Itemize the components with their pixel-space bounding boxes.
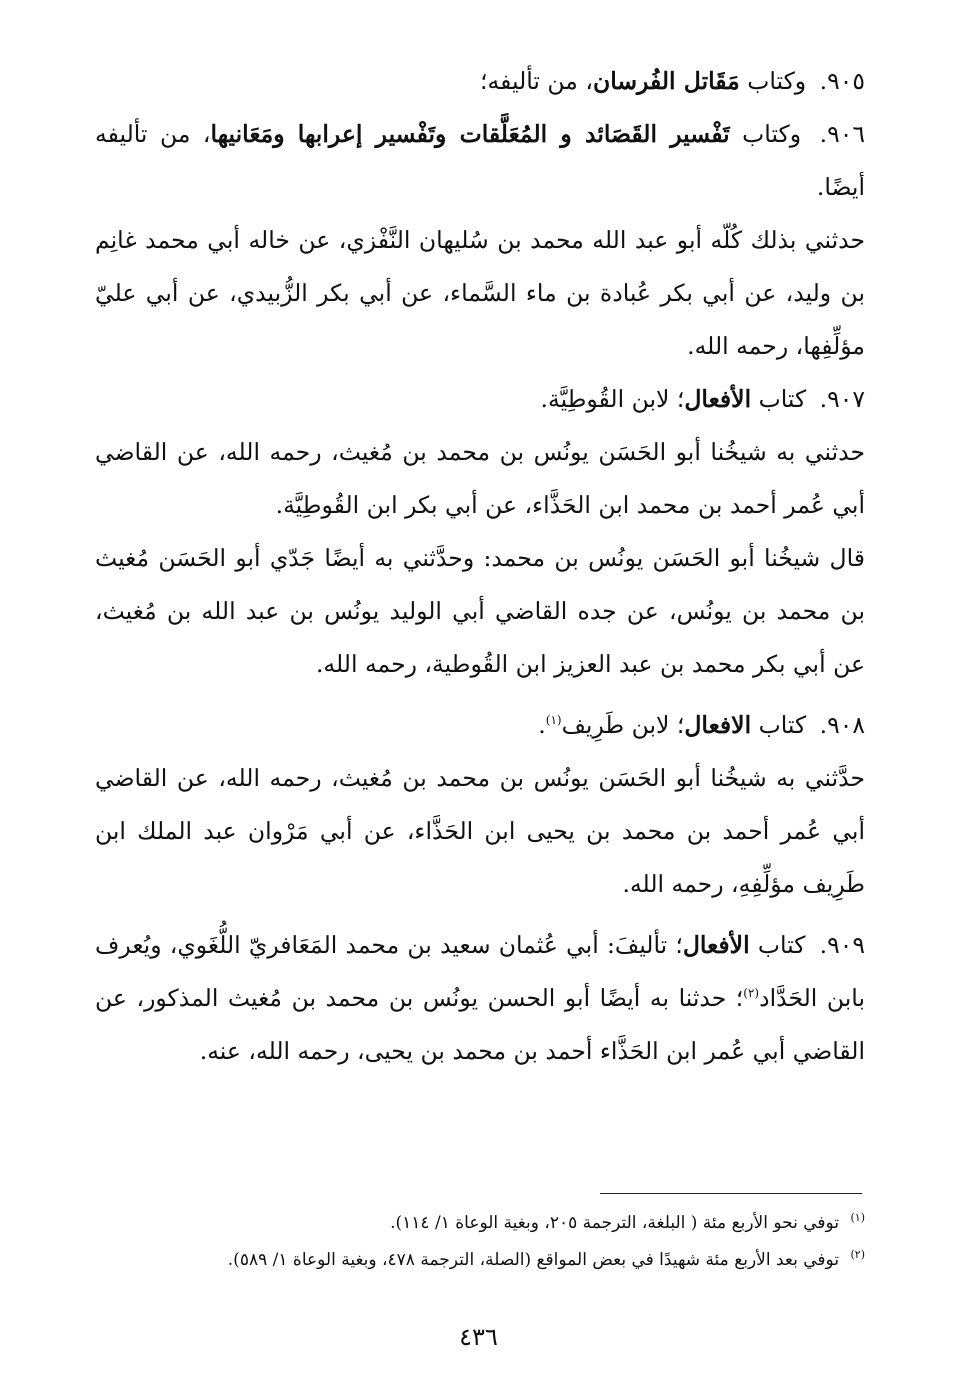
book-title: الأفعال (684, 385, 752, 413)
entry-number: ٩٠٨. (819, 711, 865, 739)
footnote-divider (600, 1193, 862, 1194)
entry-prefix: كتاب (758, 711, 807, 739)
entry-number: ٩٠٩. (819, 931, 865, 959)
footnote-1 (95, 1205, 865, 1242)
entry-prefix: وكتاب (747, 67, 807, 95)
entry-number: ٩٠٦. (819, 120, 865, 148)
chain-paragraph-2: حدثني به شيخُنا أبو الحَسَن يونُس بن محمد بن مُغيث، رحمه الله، عن القاضي أبي عُمر أحمد بن محمد ابن الحَذَّاء، عن أبي بكر ابن القُوطِيَّة. (95, 438, 865, 519)
entry-suffix: ، من تأليفه أيضًا. (95, 120, 865, 201)
entry-suffix: ؛ تأليفَ: أبي عُثمان سعيد بن محمد المَعَافريّ اللُّغَوي، ويُعرف بابن الحَدَّاد (95, 931, 866, 1012)
footnote-2 (95, 1242, 865, 1279)
footnotes (95, 1205, 865, 1279)
entry-prefix: وكتاب (742, 120, 802, 148)
entry-suffix: ؛ لابن طَرِيف (561, 711, 685, 739)
footnote-text: توفي بعد الأربع مئة شهيدًا في بعض المواقع (الصلة، الترجمة ٤٧٨، وبغية الوعاة ١/ ٥٨٩). (227, 1250, 840, 1270)
footnote-mark: (٢) (850, 1248, 865, 1262)
entry-905 (95, 55, 865, 108)
entry-end: . (538, 711, 546, 739)
entry-number: ٩٠٧. (819, 385, 865, 413)
entry-prefix: كتاب (757, 931, 806, 959)
book-title: مَقَاتل الفُرسان (592, 67, 740, 95)
footnote-ref-2[interactable]: (٢) (743, 986, 760, 1001)
footnote-ref-1[interactable]: (١) (545, 713, 562, 728)
entry-908 (95, 699, 865, 752)
chain-paragraph-1: حدثني بذلك كُلّه أبو عبد الله محمد بن سُليهان النَّفْزي، عن خاله أبي محمد غانِم بن وليد، عن أبي بكر عُبادة بن ماء السَّماء، عن أبي بكر الزُّبيدي، عن أبي عليّ مؤلِّفِها، رحمه الله. (95, 226, 865, 360)
main-text (95, 55, 865, 1078)
entry-907 (95, 373, 865, 426)
entry-909 (95, 919, 865, 1078)
footnote-mark: (١) (850, 1211, 865, 1225)
entry-rest: ؛ حدثنا به أيضًا أبو الحسن يونُس بن محمد بن مُغيث المذكور، عن القاضي أبي عُمر ابن الحَذَّاء أحمد بن محمد بن يحيى، رحمه الله، عنه. (95, 984, 865, 1065)
page-number: ٤٣٦ (459, 1323, 498, 1351)
book-title: تَفْسير القَصَائد و المُعَلَّقات وتَفْسير إعرابها ومَعَانيها (210, 120, 730, 148)
chain-paragraph-3: قال شيخُنا أبو الحَسَن يونُس بن محمد: وحدَّثني به أيضًا جَدّي أبو الحَسَن مُغيث بن محمد بن يونُس، عن جده القاضي أبي الوليد يونُس بن عبد الله بن مُغيث، عن أبي بكر محمد بن عبد العزيز ابن القُوطية، رحمه الله. (95, 544, 865, 678)
chain-paragraph-4: حدَّثني به شيخُنا أبو الحَسَن يونُس بن محمد بن مُغيث، رحمه الله، عن القاضي أبي عُمر أحمد بن محمد بن يحيى ابن الحَذَّاء، عن أبي مَرْوان عبد الملك ابن طَرِيف مؤلِّفِهِ، رحمه الله. (95, 764, 865, 898)
entry-suffix: ؛ لابن القُوطِيَّة. (540, 385, 685, 413)
entry-prefix: كتاب (758, 385, 807, 413)
book-title: الافعال (684, 711, 752, 739)
entry-906 (95, 108, 865, 214)
entry-number: ٩٠٥. (819, 67, 865, 95)
entry-suffix: ، من تأليفه؛ (480, 67, 593, 95)
book-title: الأفعال (682, 931, 750, 959)
footnote-text: توفي نحو الأربع مئة ( البلغة، الترجمة ٢٠٥، وبغية الوعاة ١/ ١١٤). (390, 1213, 840, 1233)
